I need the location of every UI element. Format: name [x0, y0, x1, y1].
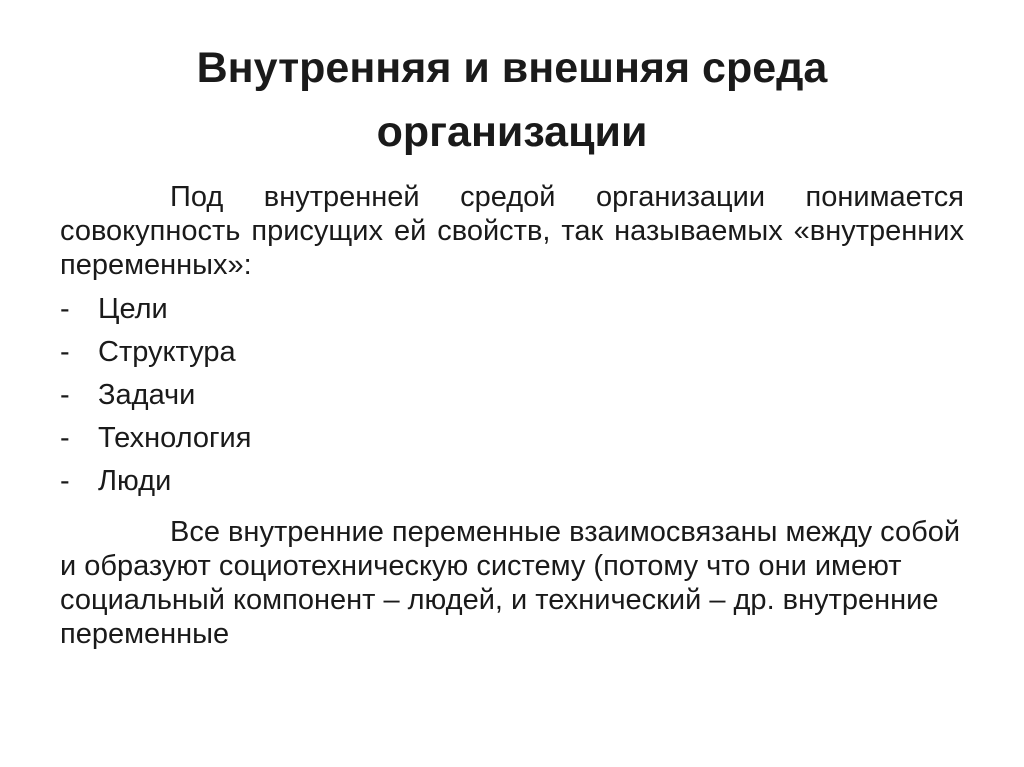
list-item — [60, 378, 964, 421]
intro-paragraph: Под внутренней средой организации понимается совокупность присущих ей свойств, так называемых «внутренних переменных»: — [60, 181, 964, 281]
slide-body — [60, 180, 964, 651]
bullet-dash: - — [60, 293, 70, 325]
list-item — [60, 464, 964, 507]
list-item — [60, 421, 964, 464]
list-item-label: Цели — [98, 293, 168, 325]
list-item — [60, 335, 964, 378]
bullet-dash: - — [60, 379, 70, 411]
bullet-dash: - — [60, 336, 70, 368]
bullet-dash: - — [60, 465, 70, 497]
list-item-label: Задачи — [98, 379, 196, 411]
conclusion-paragraph: Все внутренние переменные взаимосвязаны между собой и образуют социотехническую систему (потому что они имеют социальный компонент – людей, и технический – др. внутренние переменные — [60, 516, 961, 650]
list-item-label: Технология — [98, 422, 252, 454]
bullet-dash: - — [60, 422, 70, 454]
list-item — [60, 292, 964, 335]
slide-title: Внутренняя и внешняя среда организации — [196, 44, 828, 156]
list-item-label: Структура — [98, 336, 236, 368]
variables-list — [60, 292, 964, 507]
list-item-label: Люди — [98, 465, 172, 497]
